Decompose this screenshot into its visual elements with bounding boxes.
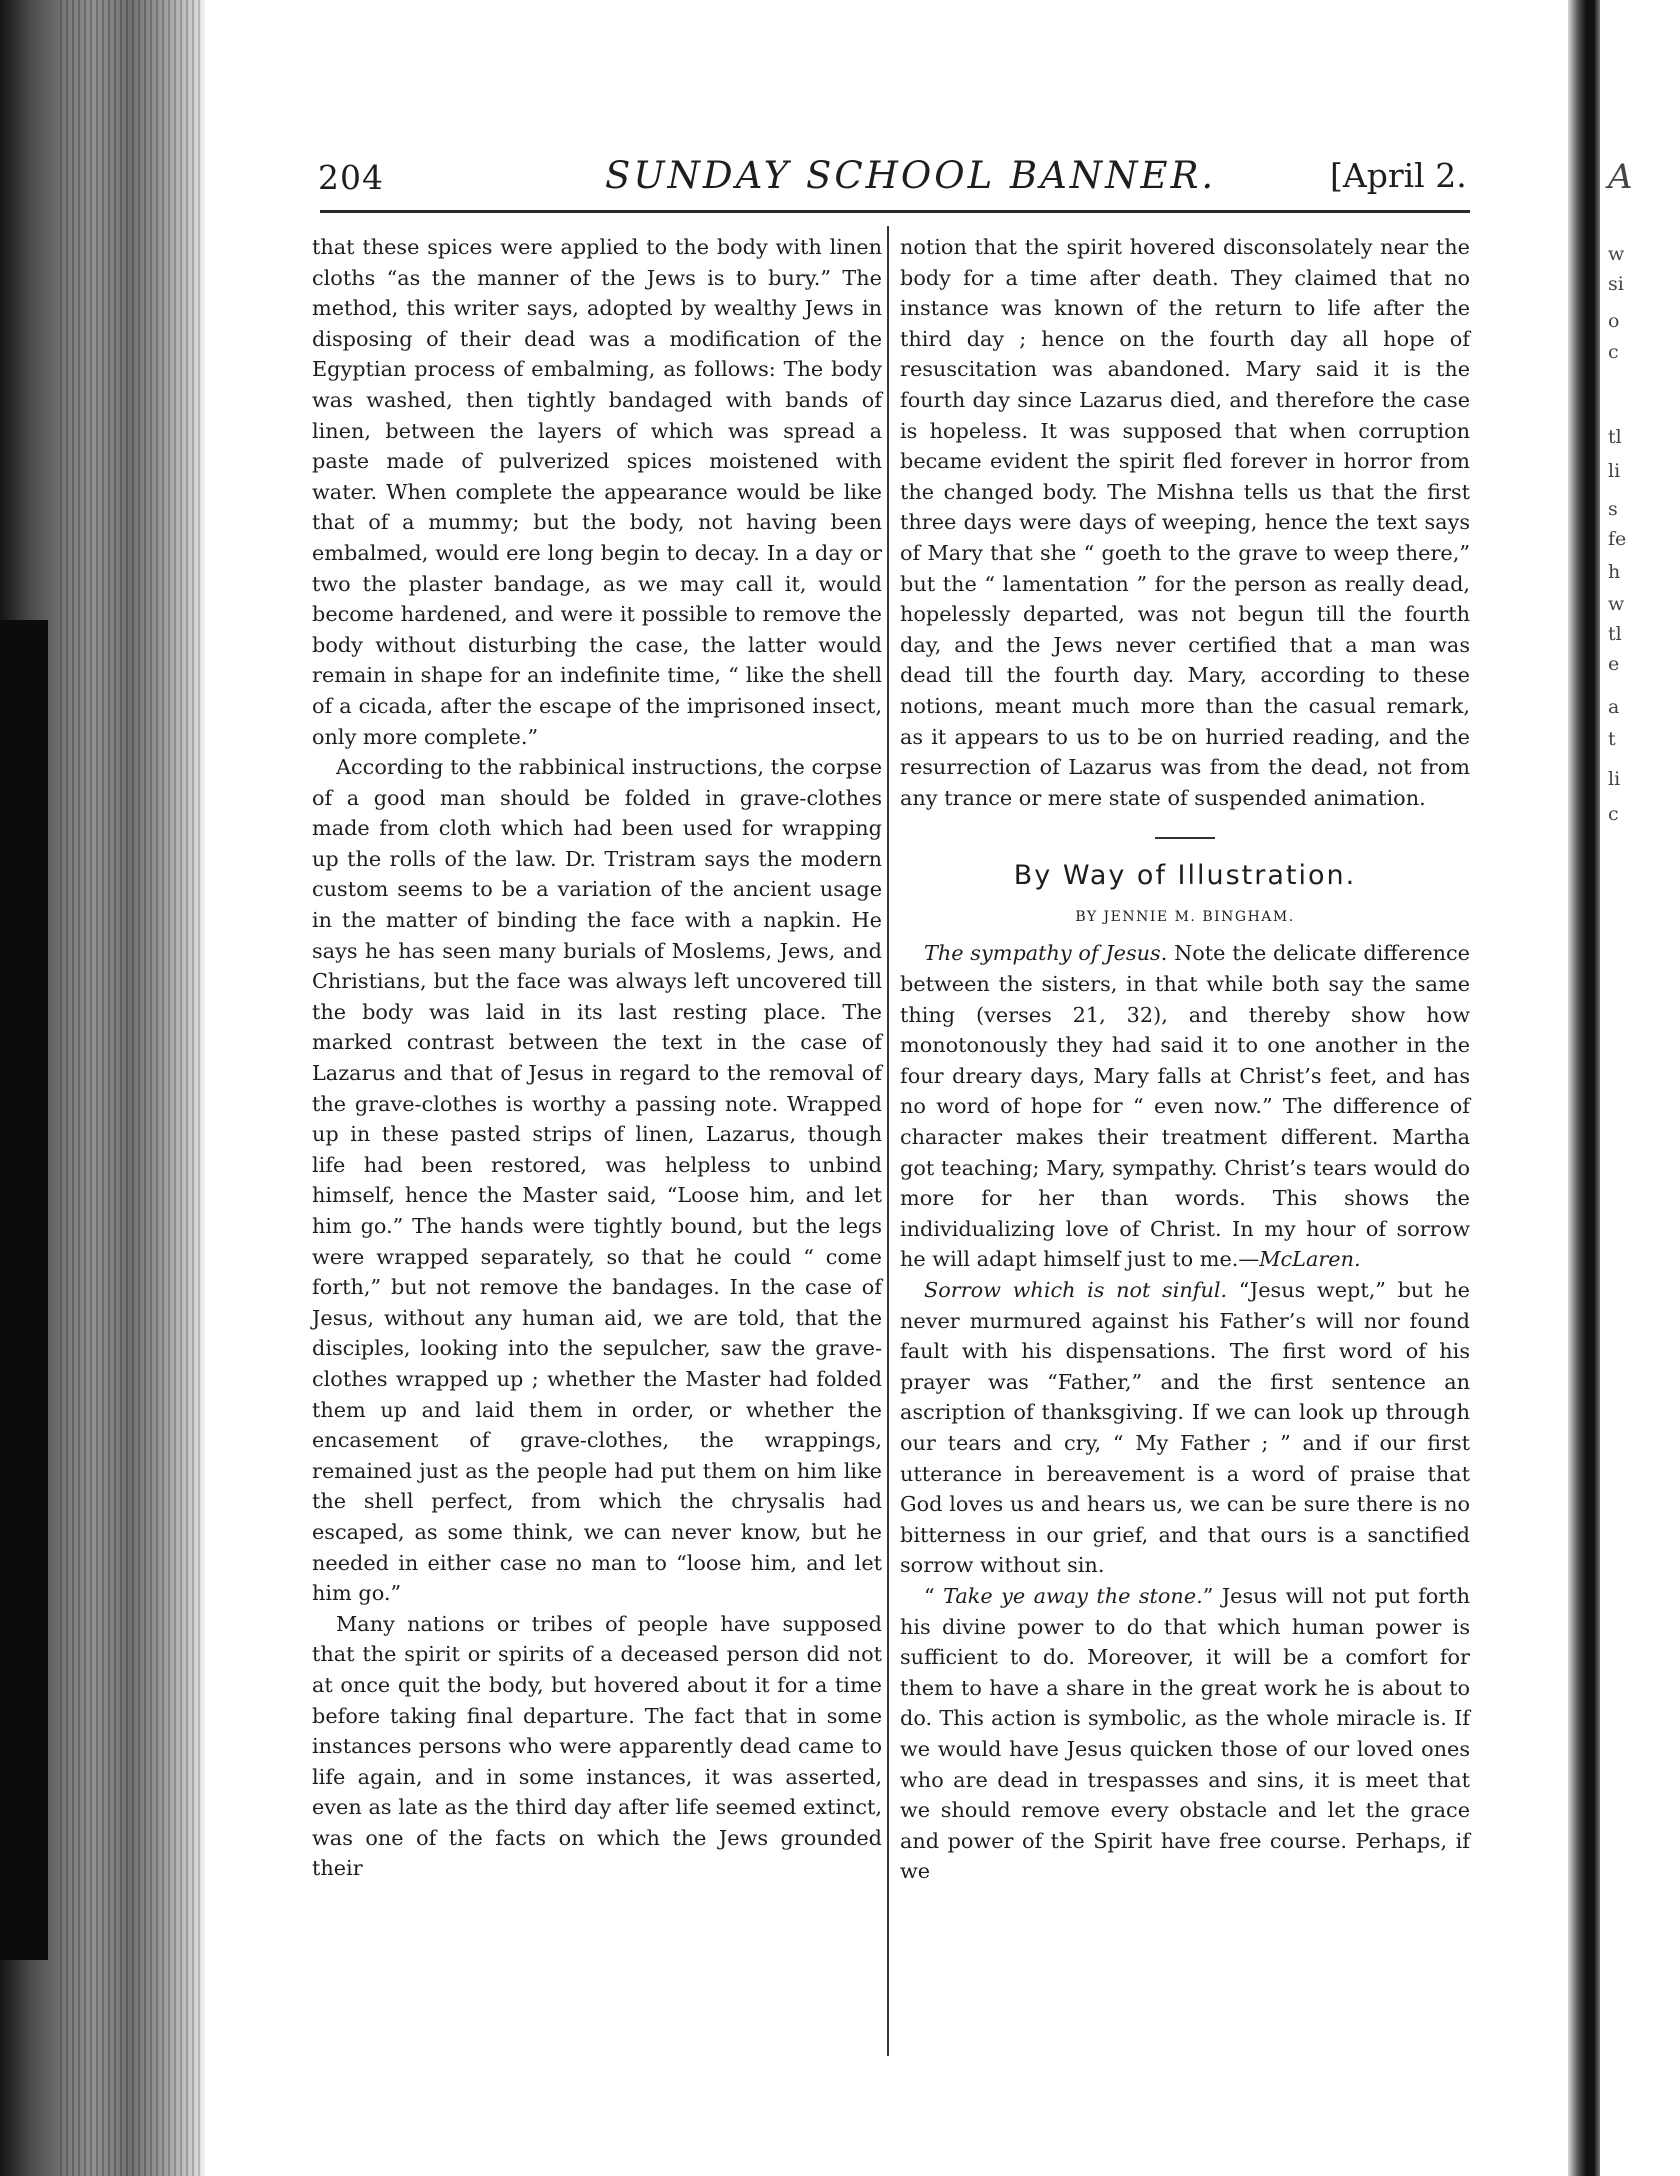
paragraph-body: ” Jesus will not put forth his divine power to do that which human power is sufficient to do. Moreover, it will be a comfort for them to have a share in the great work he is about to do. This action is symbolic, as the whole miracle is. If we would have Jesus quicken those of our loved ones who are dead in trespasses and sins, it is meet that we should remove every obstacle and let the grace and power of the Spirit have free course. Perhaps, if we	[900, 1583, 1470, 1884]
book-spine-edge	[0, 0, 205, 2176]
section-divider	[1155, 837, 1215, 839]
paragraph: Many nations or tribes of people have supposed that the spirit or spirits of a deceased person did not at once quit the body, but hovered about it for a time before taking final departure. The fact that in some instances persons who were apparently dead came to life again, and in some instances, it was asserted, even as late as the third day after life seemed extinct, was one of the facts on which the Jews grounded their	[312, 1611, 882, 1881]
page-gutter	[1568, 0, 1600, 2176]
paragraph: that these spices were applied to the body with linen cloths “as the manner of the Jews is to bury.” The method, this writer says, adopted by wealthy Jews in disposing of their dead was a modification of the Egyptian process of embalming, as follows: The body was washed, then tightly bandaged with bands of linen, between the layers of which was spread a paste made of pulverized spices moistened with water. When complete the appearance would be like that of a mummy; but the body, not having been embalmed, would ere long begin to decay. In a day or two the plaster bandage, as we may call it, would become hardened, and were it possible to remove the body without disturbing the case, the latter would remain in shape for an indefinite time, “ like the shell of a cicada, after the escape of the imprisoned insect, only more complete.”	[312, 235, 882, 749]
paragraph: notion that the spirit hovered disconsolately near the body for a time after death. They claimed that no instance was known of the return to life after the third day ; hence on the fourth day all hope of resuscitation was abandoned. Mary said it is the fourth day since Lazarus died, and therefore the case is hopeless. It was supposed that when corruption became evident the spirit fled forever in horror from the changed body. The Mishna tells us that the first three days were days of weeping, hence the text says of Mary that she “ goeth to the grave to weep there,” but the “ lamentation ” for the person as really dead, hopelessly departed, was not begun till the fourth day, and the Jews never certified that a man was dead till the fourth day. Mary, according to these notions, meant much more than the casual remark, as it appears to us to be on hurried reading, and the resurrection of Lazarus was from the dead, not from any trance or mere state of suspended animation.	[900, 235, 1470, 810]
facing-page-fragment: e	[1608, 653, 1620, 675]
paragraph-body: “Jesus wept,” but he never murmured against his Father’s will nor found fault with his dispensations. The first word of his prayer was “Father,” and the first sentence an ascription of thanksgiving. If we can look up through our tears and cry, “ My Father ; ” and if our first utterance in bereavement is a word of praise that God loves us and hears us, we can be sure there is no bitterness in our grief, and that ours is a sanctified sorrow without sin.	[900, 1278, 1470, 1578]
illustration-paragraph	[900, 1581, 1470, 1887]
facing-page-fragment: li	[1608, 768, 1621, 790]
facing-page-fragment: s	[1608, 498, 1618, 520]
facing-page-fragment: w	[1608, 243, 1625, 265]
facing-page-fragment: c	[1608, 341, 1619, 363]
facing-page-fragment: A	[1608, 157, 1633, 197]
paragraph-body: Note the delicate difference between the sisters, in that while both say the same thing (verses 21, 32), and thereby show how monotonously they had said it to one another in the four dreary days, Mary falls at Christ’s feet, and has no word of hope for “ even now.” The difference of character makes their treatment different. Martha got teaching; Mary, sympathy. Christ’s tears would do more for her than words. This shows the individualizing love of Christ. In my hour of sorrow he will adapt himself just to me.—	[900, 941, 1470, 1272]
facing-page-fragment: o	[1608, 310, 1620, 332]
running-header	[230, 150, 1470, 202]
facing-page-fragment: t	[1608, 728, 1616, 750]
paragraph-lead: Take ye away the stone.	[943, 1583, 1203, 1608]
issue-date: [April 2.	[1330, 156, 1467, 195]
header-rule	[320, 210, 1470, 213]
section-title: By Way of Illustration.	[1013, 860, 1357, 892]
left-column	[312, 232, 882, 1884]
facing-page-fragment: w	[1608, 593, 1625, 615]
byline: BY JENNIE M. BINGHAM.	[1075, 908, 1295, 925]
paragraph-lead: Sorrow which is not sinful.	[924, 1278, 1228, 1302]
journal-title: SUNDAY SCHOOL BANNER.	[605, 154, 1217, 197]
page-number: 204	[318, 158, 384, 197]
page-edges-texture	[60, 0, 200, 2176]
paragraph: According to the rabbinical instructions, the corpse of a good man should be folded in grave-clothes made from cloth which had been used for wrapping up the rolls of the law. Dr. Tristram says the modern custom seems to be a variation of the ancient usage in the matter of binding the face with a napkin. He says he has seen many burials of Moslems, Jews, and Christians, but the face was always left uncovered till the body was laid in its last resting place. The marked contrast between the text in the case of Lazarus and that of Jesus in regard to the removal of the grave-clothes is worthy a passing note. Wrapped up in these pasted strips of linen, Lazarus, though life had been restored, was helpless to unbind himself, hence the Master said, “Loose him, and let him go.” The hands were tightly bound, but the legs were wrapped separately, so that he could “ come forth,” but not remove the bandages. In the case of Jesus, without any human aid, we are told, that the disciples, looking into the sepulcher, saw the grave-clothes wrapped up ; whether the Master had folded them up and laid them in order, or whether the encasement of grave-clothes, the wrappings, remained just as the people had put them on him like the shell perfect, from which the chrysalis had escaped, as some think, we can never know, but he needed in either case no man to “loose him, and let him go.”	[312, 755, 882, 1606]
binding-shadow	[0, 620, 48, 1960]
facing-page-fragment: h	[1608, 561, 1621, 583]
citation: McLaren.	[1259, 1247, 1361, 1272]
column-divider	[887, 226, 889, 2056]
facing-page-edge	[1600, 0, 1680, 2176]
open-quote: “	[924, 1583, 944, 1608]
right-column	[900, 232, 1470, 1887]
facing-page-fragment: li	[1608, 460, 1621, 482]
facing-page-fragment: fe	[1608, 528, 1627, 550]
illustration-paragraph	[900, 1275, 1470, 1581]
facing-page-fragment: tl	[1608, 426, 1622, 448]
illustration-paragraph	[900, 938, 1470, 1275]
facing-page-fragment: si	[1608, 273, 1624, 295]
paragraph-lead: The sympathy of Jesus.	[924, 941, 1168, 966]
facing-page-fragment: a	[1608, 696, 1620, 718]
facing-page-fragment: tl	[1608, 623, 1622, 645]
facing-page-fragment: c	[1608, 803, 1619, 825]
